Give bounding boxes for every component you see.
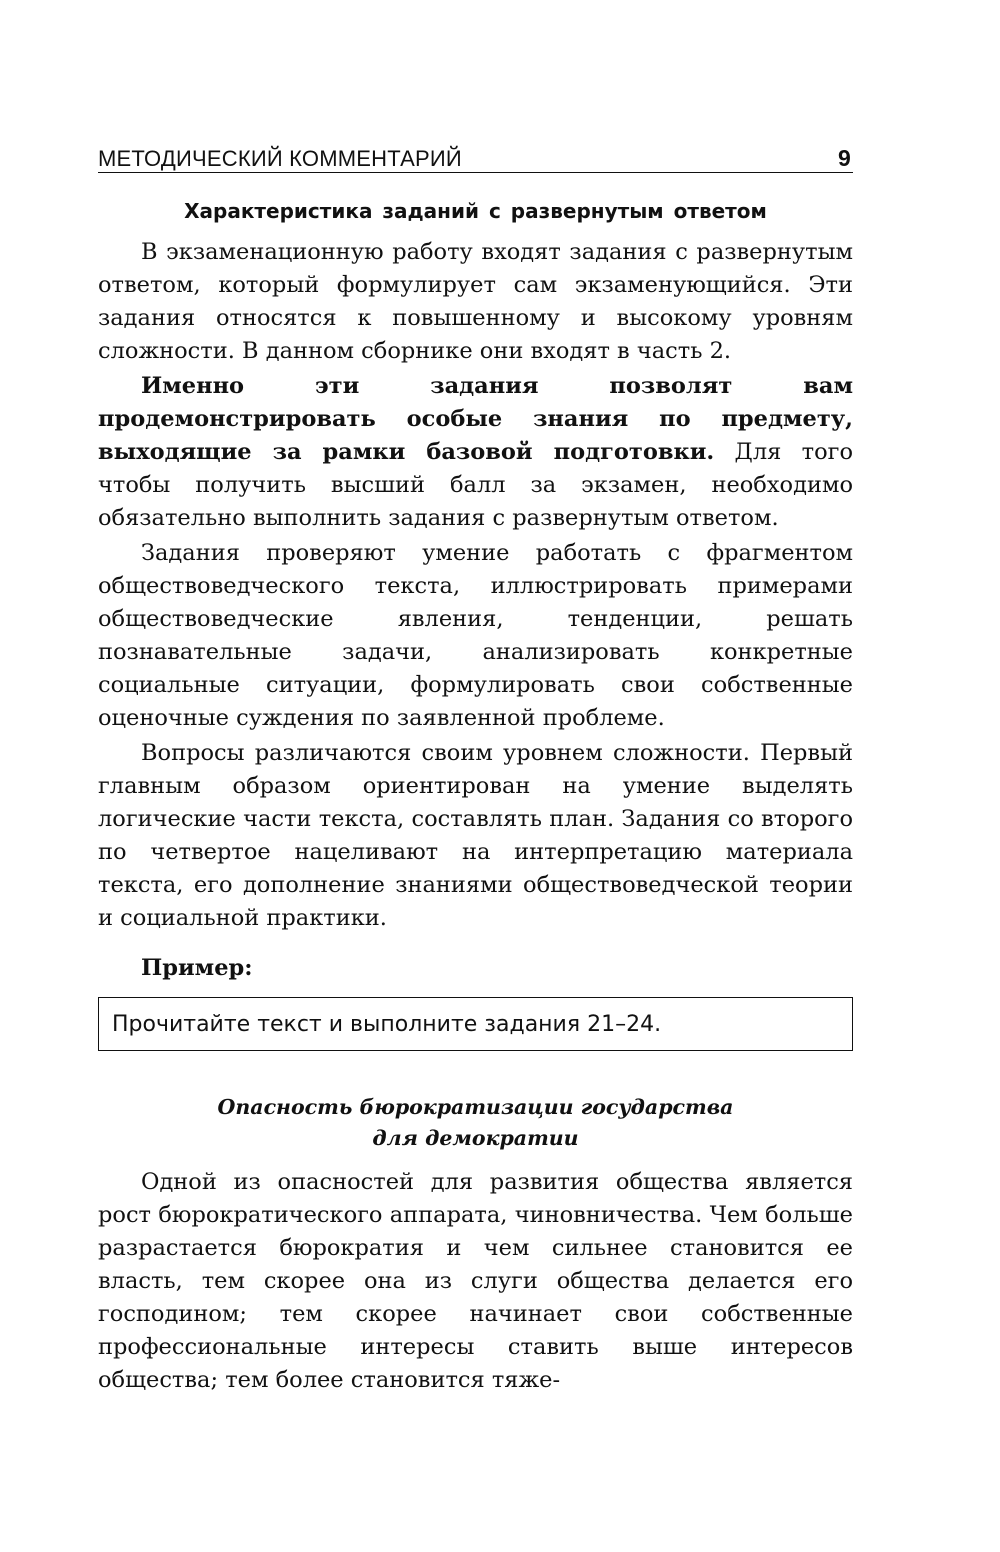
section-heading: Характеристика заданий с развернутым ответом bbox=[184, 199, 767, 223]
emphasis-text: Именно эти задания позволят вам продемонстрировать особые знания по предмету, выходящие за рамки базовой подготовки. bbox=[98, 373, 853, 465]
example-label: Пример: bbox=[141, 955, 253, 981]
source-text-body bbox=[98, 1166, 853, 1397]
source-title-line-2: для демократии bbox=[372, 1126, 579, 1150]
source-paragraph: Одной из опасностей для развития общества является рост бюрократического аппарата, чиновничества. Чем больше разрастается бюрократия и чем сильнее становится ее власть, тем скорее она из слуги общества делается его господином; тем скорее начинает свои собственные профессиональные интересы ставить выше интересов общества; тем более становится тяже- bbox=[98, 1169, 853, 1393]
task-instruction-box bbox=[98, 997, 853, 1051]
running-header bbox=[98, 138, 853, 173]
running-title: МЕТОДИЧЕСКИЙ КОММЕНТАРИЙ bbox=[98, 146, 462, 171]
task-instruction: Прочитайте текст и выполните задания 21–24. bbox=[112, 1011, 662, 1037]
source-title-line-1: Опасность бюрократизации государства bbox=[217, 1095, 734, 1119]
paragraph-importance-rest: Для того чтобы получить высший балл за экзамен, необходимо обязательно выполнить задания с развернутым ответом. bbox=[98, 439, 853, 531]
book-page bbox=[98, 138, 853, 1397]
paragraph-skills: Задания проверяют умение работать с фрагментом обществоведческого текста, иллюстрировать примерами обществоведческие явления, тенденции, решать познавательные задачи, анализировать конкретные социальные ситуации, формулировать свои собственные оценочные суждения по заявленной проблеме. bbox=[98, 540, 853, 731]
paragraph-difficulty: Вопросы различаются своим уровнем сложности. Первый главным образом ориентирован на умение выделять логические части текста, составлять план. Задания со второго по четвертое нацеливают на интерпретацию материала текста, его дополнение знаниями обществоведческой теории и социальной практики. bbox=[98, 740, 853, 931]
page-number: 9 bbox=[838, 145, 851, 171]
section-body bbox=[98, 236, 853, 985]
paragraph-exam-structure: В экзаменационную работу входят задания с развернутым ответом, который формулирует сам экзаменующийся. Эти задания относятся к повышенному и высокому уровням сложности. В данном сборнике они входят в часть 2. bbox=[98, 239, 853, 364]
paragraph-importance bbox=[98, 370, 853, 535]
source-text-title bbox=[98, 1092, 853, 1154]
